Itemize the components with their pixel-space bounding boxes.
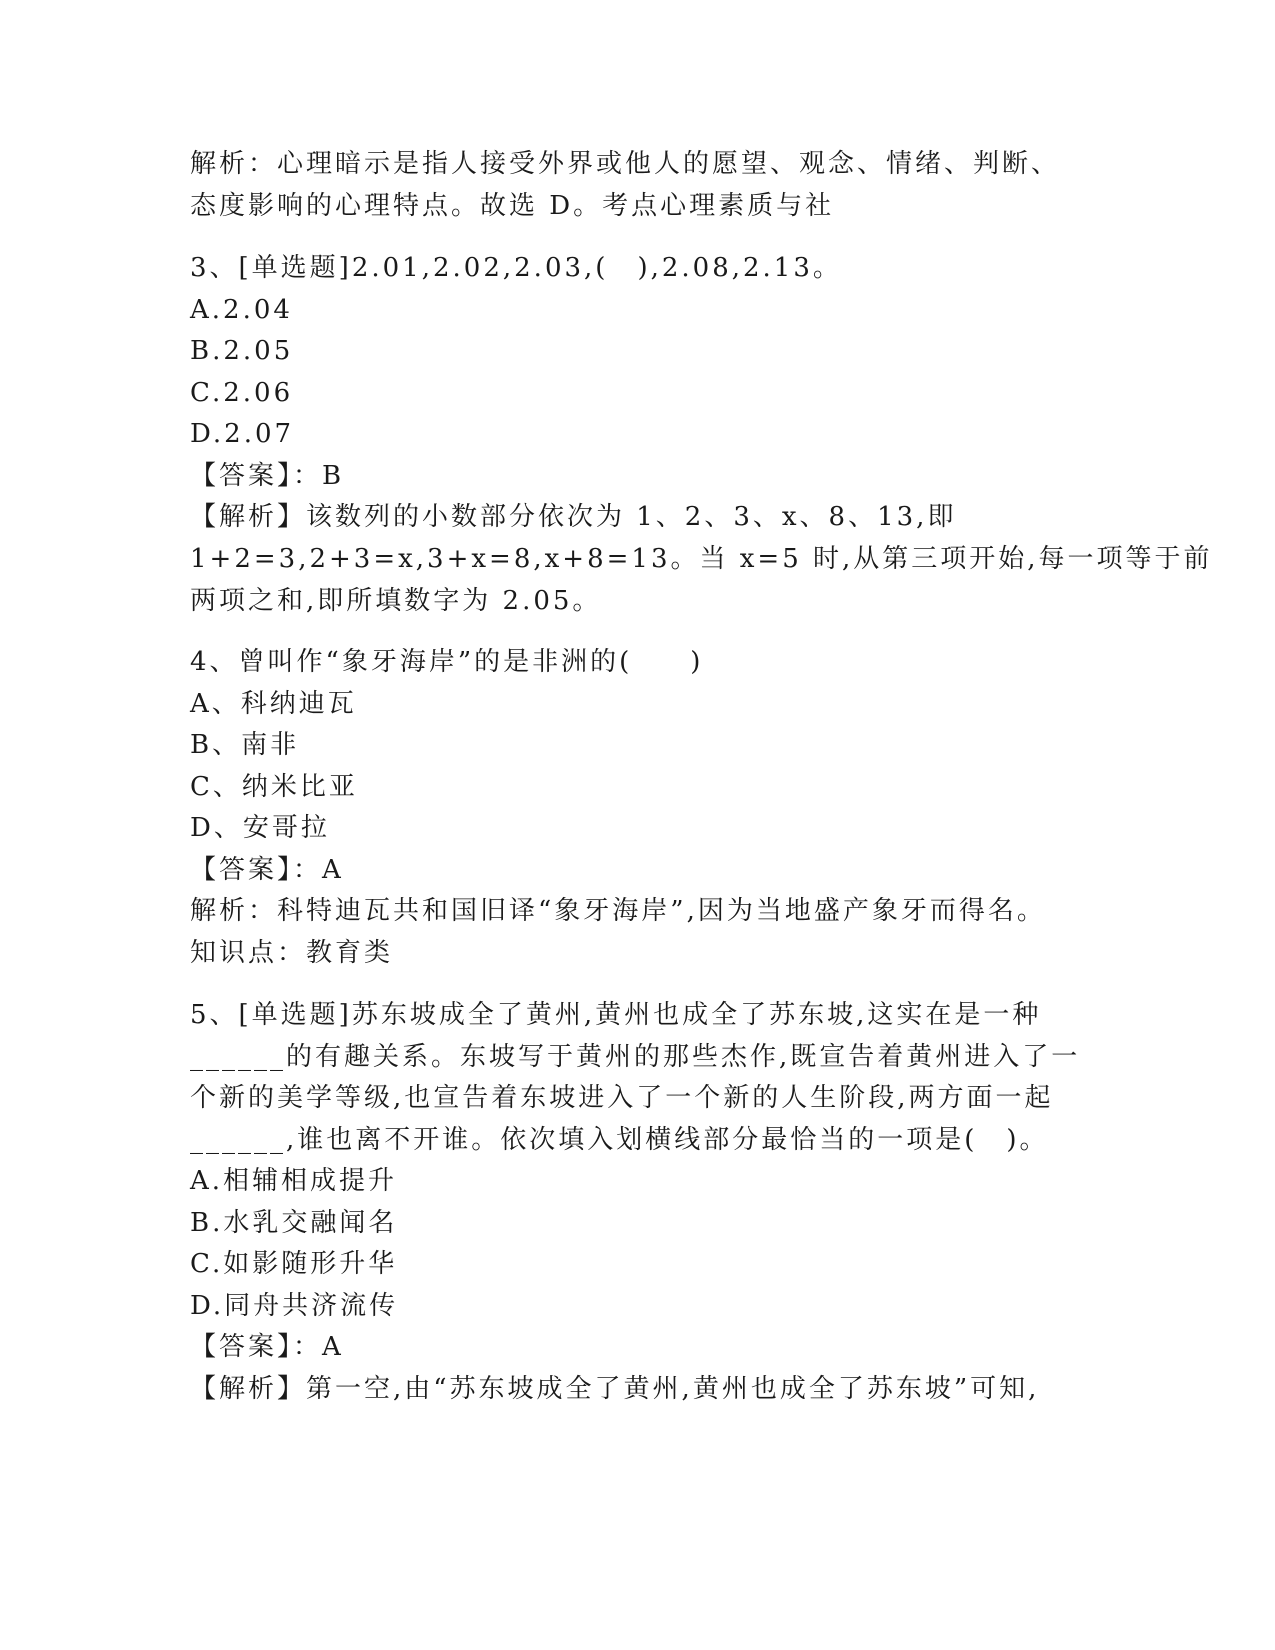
q5-stem-line-2: ______的有趣关系。东坡写于黄州的那些杰作,既宣告着黄州进入了一 <box>190 1042 1081 1072</box>
q4-answer: 【答案】：A <box>190 855 344 885</box>
q5-option-d: D.同舟共济流传 <box>190 1291 399 1321</box>
q3-stem: 3、[单选题]2.01,2.02,2.03,( ),2.08,2.13。 <box>190 253 842 283</box>
q3-analysis-line-3: 两项之和,即所填数字为 2.05。 <box>190 586 602 616</box>
q5-option-b: B.水乳交融闻名 <box>190 1208 398 1238</box>
q4-stem: 4、曾叫作“象牙海岸”的是非洲的( ) <box>190 647 704 677</box>
q4-analysis-line-1: 解析：科特迪瓦共和国旧译“象牙海岸”,因为当地盛产象牙而得名。 <box>190 896 1046 926</box>
q5-option-a: A.相辅相成提升 <box>190 1166 398 1196</box>
q5-stem-line-3: 个新的美学等级,也宣告着东坡进入了一个新的人生阶段,两方面一起 <box>190 1083 1054 1113</box>
q3-option-c: C.2.06 <box>190 378 294 408</box>
q3-option-a: A.2.04 <box>190 295 293 325</box>
q4-option-b: B、南非 <box>190 730 300 760</box>
q3-answer: 【答案】：B <box>190 461 345 491</box>
q5-stem-line-4: ______,谁也离不开谁。依次填入划横线部分最恰当的一项是( )。 <box>190 1125 1049 1155</box>
q3-analysis-line-2: 1+2=3,2+3=x,3+x=8,x+8=13。当 x=5 时,从第三项开始,每一项等于前 <box>190 544 1213 574</box>
q5-analysis-line-1: 【解析】第一空,由“苏东坡成全了黄州,黄州也成全了苏东坡”可知, <box>190 1374 1040 1404</box>
q4-option-a: A、科纳迪瓦 <box>190 689 357 719</box>
q4-analysis-line-2: 知识点：教育类 <box>190 938 394 968</box>
q3-option-b: B.2.05 <box>190 336 294 366</box>
q3-analysis-line-1: 【解析】该数列的小数部分依次为 1、2、3、x、8、13,即 <box>190 502 957 532</box>
q4-option-c: C、纳米比亚 <box>190 772 358 802</box>
q5-stem-line-1: 5、[单选题]苏东坡成全了黄州,黄州也成全了苏东坡,这实在是一种 <box>190 1000 1042 1030</box>
q3-option-d: D.2.07 <box>190 419 295 449</box>
q4-option-d: D、安哥拉 <box>190 813 330 843</box>
q5-option-c: C.如影随形升华 <box>190 1249 398 1279</box>
q2-analysis-line-2: 态度影响的心理特点。故选 D。考点心理素质与社 <box>190 191 835 221</box>
q5-answer: 【答案】：A <box>190 1332 344 1362</box>
q2-analysis-line-1: 解析：心理暗示是指人接受外界或他人的愿望、观念、情绪、判断、 <box>190 149 1061 179</box>
